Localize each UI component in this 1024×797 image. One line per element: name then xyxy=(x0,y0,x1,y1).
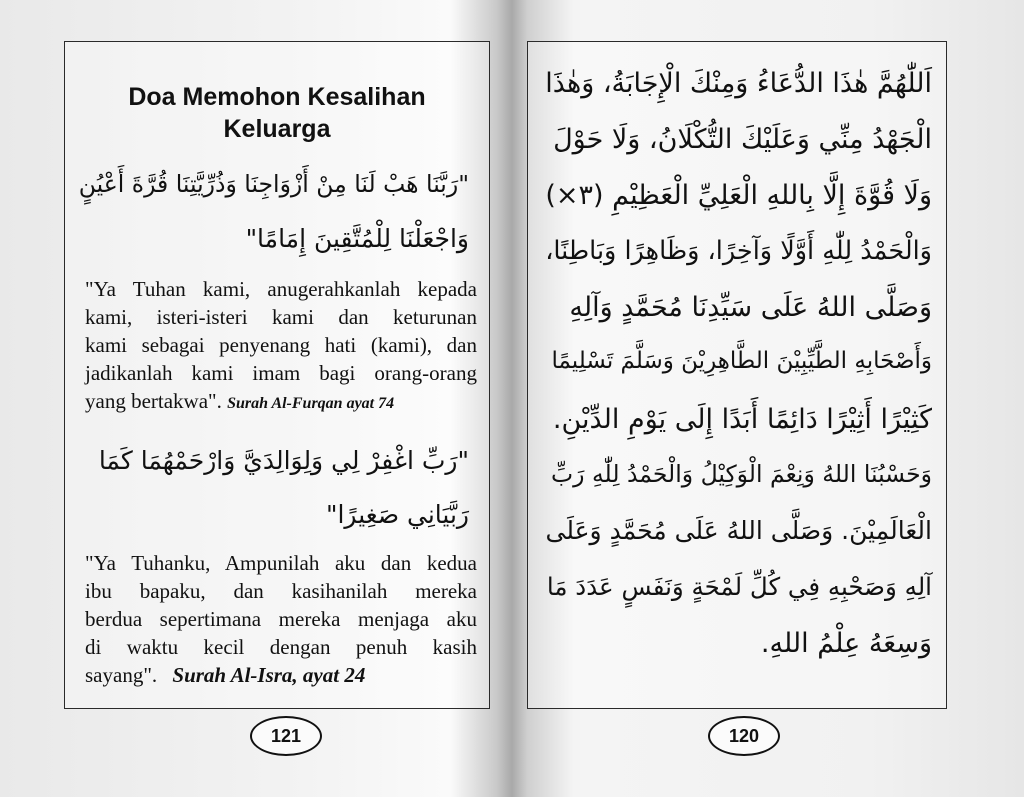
page-number-121: 121 xyxy=(250,716,322,756)
arabic-line: اَللّٰهُمَّ هٰذَا الدُّعَاءُ وَمِنْكَ الْإِجَابَةُ، وَهٰذَا xyxy=(545,68,932,99)
dua1-translation-line: jadikanlah kami imam bagi orang-orang xyxy=(85,361,477,385)
arabic-line: وَحَسْبُنَا اللهُ وَنِعْمَ الْوَكِيْلُ وَالْحَمْدُ لِلّٰهِ رَبِّ xyxy=(551,460,932,488)
arabic-line: كَثِيْرًا أَثِيْرًا دَائِمًا أَبَدًا إِلَى يَوْمِ الدِّيْنِ. xyxy=(552,404,932,435)
left-page-frame xyxy=(64,41,490,709)
page-title-line1: Doa Memohon Kesalihan xyxy=(128,83,426,111)
page-number-120: 120 xyxy=(708,716,780,756)
right-page-frame xyxy=(527,41,947,709)
arabic-line: الْعَالَمِيْنَ. وَصَلَّى اللهُ عَلَى مُحَمَّدٍ وَعَلَى xyxy=(545,516,932,545)
dua2-arabic-line2: رَبَّيَانِي صَغِيرًا" xyxy=(325,500,469,529)
arabic-line: الْجَهْدُ مِنِّي وَعَلَيْكَ التُّكْلَانُ، وَلَا حَوْلَ xyxy=(553,124,932,155)
dua2-translation-last xyxy=(85,662,477,689)
dua2-arabic-line1: "رَبِّ اغْفِرْ لِي وَلِوَالِدَيَّ وَارْحَمْهُمَا كَمَا xyxy=(98,446,469,475)
dua1-translation-line: "Ya Tuhan kami, anugerahkanlah kepada xyxy=(85,277,477,301)
dua1-translation-end: yang bertakwa". xyxy=(85,389,222,413)
dua2-translation-line: ibu bapaku, dan kasihanilah mereka xyxy=(85,579,477,603)
dua2-translation-line: "Ya Tuhanku, Ampunilah aku dan kedua xyxy=(85,551,477,575)
page-title-line2: Keluarga xyxy=(223,115,331,143)
dua2-translation-line: di waktu kecil dengan penuh kasih xyxy=(85,635,477,659)
dua2-translation-line: berdua sepertimana mereka menjaga aku xyxy=(85,607,477,631)
dua1-arabic-line1: "رَبَّنَا هَبْ لَنَا مِنْ أَزْوَاجِنَا وَذُرِّيَّتِنَا قُرَّةَ أَعْيُنٍ xyxy=(78,170,469,198)
dua2-reference: Surah Al-Isra, ayat 24 xyxy=(172,663,366,687)
dua2-translation-end: sayang". xyxy=(85,663,158,687)
arabic-line: وَلَا قُوَّةَ إِلَّا بِاللهِ الْعَلِيِّ الْعَظِيْمِ (٣×) xyxy=(545,180,932,211)
arabic-line: آلِهِ وَصَحْبِهِ فِي كُلِّ لَمْحَةٍ وَنَفَسٍ عَدَدَ مَا xyxy=(546,572,932,601)
dua1-translation-line: kami sebagai penyenang hati (kami), dan xyxy=(85,333,477,357)
arabic-line: وَالْحَمْدُ لِلّٰهِ أَوَّلًا وَآخِرًا، وَظَاهِرًا وَبَاطِنًا، xyxy=(545,236,932,266)
arabic-line: وَأَصْحَابِهِ الطَّيِّبِيْنَ الطَّاهِرِيْنَ وَسَلَّمَ تَسْلِيمًا xyxy=(551,348,932,374)
dua1-translation-line: kami, isteri-isteri kami dan keturunan xyxy=(85,305,477,329)
arabic-line: وَسِعَهُ عِلْمُ اللهِ. xyxy=(760,628,932,659)
dua1-arabic-line2: وَاجْعَلْنَا لِلْمُتَّقِينَ إِمَامًا" xyxy=(245,224,469,253)
dua1-reference: Surah Al-Furqan ayat 74 xyxy=(227,395,395,412)
dua1-translation-last xyxy=(85,388,477,417)
arabic-line: وَصَلَّى اللهُ عَلَى سَيِّدِنَا مُحَمَّدٍ وَآلِهِ xyxy=(569,292,932,323)
